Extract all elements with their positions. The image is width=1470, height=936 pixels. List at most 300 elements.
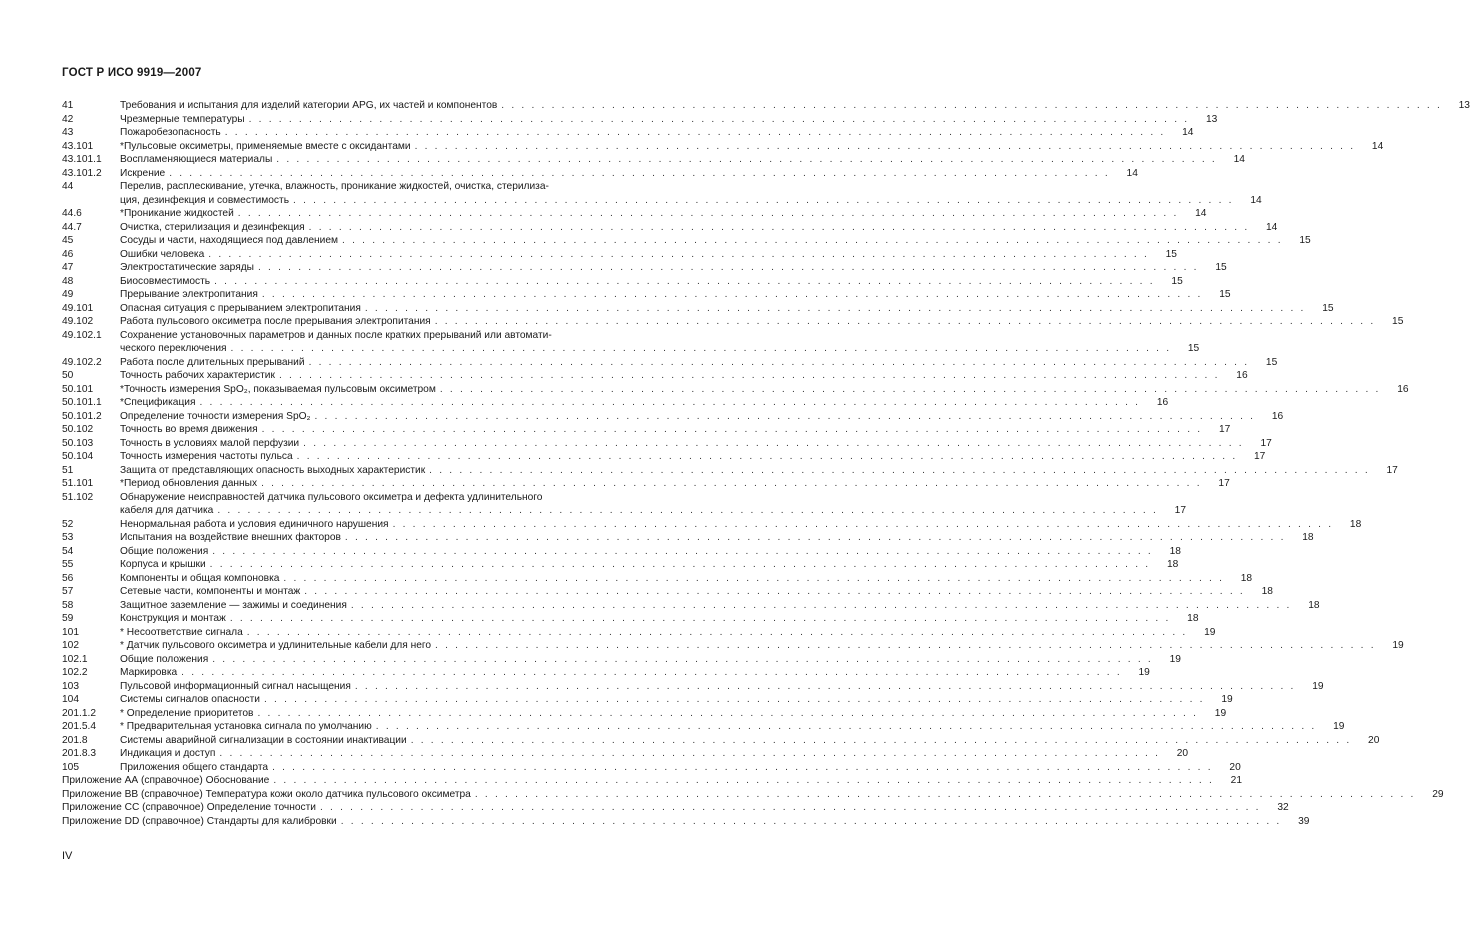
dot-leader bbox=[276, 153, 1217, 167]
table-of-contents bbox=[62, 99, 1470, 828]
toc-entry-leader-line bbox=[120, 99, 1470, 113]
toc-entry-number: 44.7 bbox=[62, 221, 82, 233]
dot-leader bbox=[272, 761, 1213, 775]
toc-entry[interactable] bbox=[62, 410, 1284, 424]
toc-entry-page-number: 15 bbox=[1165, 248, 1177, 260]
toc-entry-title-block bbox=[120, 545, 1181, 559]
toc-entry-title-block bbox=[120, 423, 1230, 437]
toc-entry-number: 44.6 bbox=[62, 208, 82, 219]
toc-entry-number: 43.101.2 bbox=[62, 167, 102, 179]
toc-entry-number: 105 bbox=[62, 761, 79, 773]
toc-entry-number: 104 bbox=[62, 694, 79, 705]
dot-leader bbox=[501, 99, 1442, 113]
toc-entry[interactable] bbox=[62, 626, 1216, 640]
toc-entry-page-number: 14 bbox=[1233, 154, 1245, 165]
toc-entry-leader-line bbox=[120, 302, 1334, 316]
toc-entry-title: Электростатические заряды bbox=[120, 262, 254, 273]
toc-entry-leader-line bbox=[120, 167, 1138, 181]
toc-entry-number: 102.2 bbox=[62, 667, 88, 678]
toc-entry-title-block bbox=[62, 801, 1289, 815]
toc-entry-leader-line bbox=[120, 383, 1409, 397]
toc-entry-page-number: 18 bbox=[1187, 613, 1199, 624]
toc-entry-number: 41 bbox=[62, 100, 74, 111]
toc-entry-title-block bbox=[120, 761, 1241, 775]
toc-entry-title: Защита от представляющих опасность выходных характеристик bbox=[120, 464, 426, 476]
toc-entry-leader-line bbox=[120, 342, 1199, 356]
toc-entry-title-block bbox=[120, 747, 1188, 761]
toc-entry-page-number: 19 bbox=[1312, 680, 1324, 692]
toc-entry-number: 50.101 bbox=[62, 383, 94, 395]
toc-entry[interactable] bbox=[62, 383, 1409, 397]
toc-entry-page-number: 14 bbox=[1266, 221, 1278, 233]
toc-entry-title: * Определение приоритетов bbox=[120, 707, 254, 719]
toc-entry-title: кабеля для датчика bbox=[120, 505, 214, 516]
toc-entry[interactable] bbox=[62, 734, 1380, 748]
toc-entry-title: Приложение АА (справочное) Обоснование bbox=[62, 775, 270, 786]
toc-entry-page-number: 19 bbox=[1204, 626, 1216, 638]
toc-entry-title-block bbox=[120, 720, 1344, 734]
dot-leader bbox=[365, 302, 1306, 316]
toc-entry-leader-line bbox=[62, 788, 1444, 802]
toc-entry-page-number: 15 bbox=[1322, 302, 1334, 314]
toc-entry-page-number: 17 bbox=[1218, 478, 1230, 489]
toc-entry-number: 49.101 bbox=[62, 302, 94, 314]
toc-entry-leader-line bbox=[120, 275, 1183, 289]
toc-entry-title-block bbox=[120, 288, 1231, 302]
toc-entry-leader-line bbox=[120, 531, 1314, 545]
toc-entry-number: 43.101.1 bbox=[62, 154, 102, 165]
toc-entry-title: *Пульсовые оксиметры, применяемые вместе с оксидантами bbox=[120, 140, 411, 152]
toc-entry-number: 42 bbox=[62, 113, 74, 125]
toc-entry-title: Работа после длительных прерываний bbox=[120, 356, 305, 368]
toc-entry-title: Работа пульсового оксиметра после прерывания электропитания bbox=[120, 316, 431, 327]
dot-leader bbox=[351, 599, 1292, 613]
toc-entry-number: 50.104 bbox=[62, 451, 94, 462]
toc-entry-number: 51 bbox=[62, 464, 74, 476]
toc-entry[interactable] bbox=[62, 261, 1227, 275]
toc-entry-title-block bbox=[120, 450, 1265, 464]
toc-entry-title: Пульсовой информационный сигнал насыщения bbox=[120, 680, 351, 692]
toc-entry-page-number: 19 bbox=[1138, 667, 1150, 678]
toc-entry-number: 49.102.1 bbox=[62, 329, 102, 341]
toc-entry-leader-line bbox=[120, 599, 1320, 613]
toc-entry-leader-line bbox=[120, 261, 1227, 275]
toc-entry-number: 102 bbox=[62, 640, 79, 651]
toc-entry[interactable] bbox=[62, 396, 1169, 410]
toc-entry-number: 57 bbox=[62, 586, 74, 597]
toc-entry[interactable] bbox=[62, 275, 1183, 289]
dot-leader bbox=[293, 194, 1234, 208]
dot-leader bbox=[169, 167, 1110, 181]
toc-entry-title-block bbox=[120, 369, 1248, 383]
toc-entry-title: Маркировка bbox=[120, 667, 178, 678]
toc-entry-title-block bbox=[120, 680, 1324, 694]
dot-leader bbox=[475, 788, 1416, 802]
toc-entry-page-number: 19 bbox=[1392, 640, 1404, 651]
toc-entry-title: Опасная ситуация с прерыванием электропитания bbox=[120, 302, 361, 314]
toc-entry-title-block bbox=[120, 315, 1403, 329]
toc-entry-title: Системы сигналов опасности bbox=[120, 694, 260, 705]
toc-entry-number: 43.101 bbox=[62, 140, 94, 152]
toc-entry-title: Индикация и доступ bbox=[120, 748, 216, 759]
toc-entry-page-number: 29 bbox=[1432, 788, 1444, 800]
toc-entry-leader-line bbox=[120, 126, 1193, 140]
toc-entry-title-block bbox=[120, 558, 1178, 572]
toc-entry-title-block bbox=[120, 302, 1334, 316]
toc-entry[interactable] bbox=[62, 518, 1362, 532]
toc-entry-title: *Период обновления данных bbox=[120, 478, 258, 489]
dot-leader bbox=[247, 626, 1188, 640]
toc-entry[interactable] bbox=[62, 423, 1231, 437]
toc-entry[interactable] bbox=[62, 315, 1404, 329]
toc-entry[interactable] bbox=[62, 356, 1278, 370]
toc-entry-leader-line bbox=[120, 248, 1177, 262]
toc-entry-page-number: 21 bbox=[1230, 775, 1243, 786]
toc-entry[interactable] bbox=[62, 437, 1272, 451]
toc-entry-title-block bbox=[120, 585, 1273, 599]
toc-entry[interactable] bbox=[62, 531, 1314, 545]
dot-leader bbox=[217, 504, 1158, 518]
toc-entry-page-number: 16 bbox=[1156, 397, 1169, 408]
toc-entry[interactable] bbox=[62, 464, 1398, 478]
toc-entry-page-number: 18 bbox=[1261, 586, 1273, 597]
toc-entry-page-number: 18 bbox=[1169, 545, 1181, 557]
toc-entry-number: 50 bbox=[62, 370, 74, 381]
dot-leader bbox=[219, 747, 1160, 761]
toc-entry-leader-line bbox=[120, 410, 1283, 424]
toc-entry-number: 50.102 bbox=[62, 424, 94, 435]
toc-entry-title: * Датчик пульсового оксиметра и удлинительные кабели для него bbox=[120, 640, 432, 651]
toc-entry[interactable] bbox=[62, 585, 1273, 599]
toc-entry-leader-line bbox=[120, 113, 1217, 127]
toc-entry-leader-line bbox=[120, 288, 1231, 302]
toc-entry-leader-line bbox=[120, 464, 1398, 478]
toc-entry-title-block bbox=[120, 99, 1470, 113]
toc-entry-page-number: 18 bbox=[1240, 572, 1253, 584]
toc-entry-number: 51.102 bbox=[62, 491, 94, 503]
toc-entry[interactable] bbox=[62, 248, 1177, 262]
toc-entry-number: 59 bbox=[62, 613, 74, 624]
dot-leader bbox=[208, 248, 1149, 262]
toc-entry-title-block bbox=[120, 666, 1150, 680]
toc-entry-leader-line bbox=[120, 612, 1199, 626]
toc-entry[interactable] bbox=[62, 207, 1207, 221]
toc-entry-leader-line bbox=[120, 369, 1248, 383]
toc-entry-page-number: 16 bbox=[1397, 383, 1409, 395]
toc-entry-page-number: 13 bbox=[1205, 113, 1218, 125]
toc-entry-leader-line bbox=[120, 315, 1403, 329]
dot-leader bbox=[261, 477, 1202, 491]
toc-entry-leader-line bbox=[120, 207, 1206, 221]
toc-entry-title: Биосовместимость bbox=[120, 275, 211, 287]
dot-leader bbox=[225, 126, 1166, 140]
toc-entry-number: 46 bbox=[62, 248, 74, 260]
toc-entry[interactable] bbox=[62, 167, 1138, 181]
toc-entry-title-block bbox=[120, 653, 1181, 667]
dot-leader bbox=[440, 383, 1381, 397]
dot-leader bbox=[435, 315, 1376, 329]
toc-entry-leader-line bbox=[120, 194, 1262, 208]
toc-entry-leader-line bbox=[120, 234, 1311, 248]
toc-entry-title-block bbox=[120, 572, 1252, 586]
toc-entry-number: 103 bbox=[62, 680, 79, 692]
toc-entry-number: 45 bbox=[62, 235, 74, 246]
toc-entry-page-number: 15 bbox=[1299, 235, 1311, 246]
toc-entry-title: *Точность измерения SpO₂, показываемая пульсовым оксиметром bbox=[120, 383, 436, 395]
toc-entry-title-block bbox=[120, 113, 1217, 127]
toc-entry-title: Воспламеняющиеся материалы bbox=[120, 154, 273, 165]
toc-entry-title: ция, дезинфекция и совместимость bbox=[120, 194, 290, 206]
toc-entry-page-number: 17 bbox=[1174, 505, 1187, 516]
toc-entry-title-block bbox=[120, 275, 1183, 289]
dot-leader bbox=[214, 275, 1155, 289]
toc-entry-title: Системы аварийной сигнализации в состоянии инактивации bbox=[120, 734, 407, 746]
toc-entry-title: Точность во время движения bbox=[120, 424, 258, 435]
toc-entry-title-block bbox=[120, 221, 1277, 235]
toc-entry-title: Точность измерения частоты пульса bbox=[120, 451, 293, 462]
toc-entry-page-number: 20 bbox=[1229, 761, 1241, 773]
toc-entry[interactable] bbox=[62, 653, 1181, 667]
toc-entry-number: 102.1 bbox=[62, 653, 88, 665]
toc-entry[interactable] bbox=[62, 140, 1384, 154]
toc-entry-title: Конструкция и монтаж bbox=[120, 613, 226, 624]
dot-leader bbox=[303, 437, 1244, 451]
toc-entry[interactable] bbox=[62, 666, 1150, 680]
toc-entry-title-block bbox=[120, 734, 1379, 748]
dot-leader bbox=[210, 558, 1151, 572]
toc-entry-leader-line bbox=[120, 558, 1178, 572]
toc-entry[interactable] bbox=[62, 302, 1334, 316]
toc-appendix-entry[interactable] bbox=[62, 801, 1289, 815]
dot-leader bbox=[355, 680, 1296, 694]
page-number: IV bbox=[62, 850, 73, 862]
toc-entry-leader-line bbox=[120, 693, 1233, 707]
toc-entry-leader-line bbox=[120, 720, 1344, 734]
toc-entry-page-number: 18 bbox=[1308, 599, 1320, 611]
toc-entry-page-number: 18 bbox=[1166, 559, 1179, 570]
toc-appendix-entry[interactable] bbox=[62, 815, 1310, 829]
toc-entry[interactable] bbox=[62, 491, 1187, 518]
toc-appendix-entry[interactable] bbox=[62, 788, 1444, 802]
toc-entry-title-block bbox=[120, 180, 1262, 207]
toc-entry-number: 54 bbox=[62, 545, 74, 557]
toc-entry-leader-line bbox=[120, 572, 1252, 586]
toc-entry-leader-line bbox=[120, 545, 1181, 559]
toc-entry-page-number: 14 bbox=[1195, 208, 1207, 219]
toc-entry[interactable] bbox=[62, 221, 1278, 235]
toc-entry-page-number: 19 bbox=[1214, 707, 1227, 719]
toc-entry-number: 53 bbox=[62, 532, 74, 543]
toc-entry-title-block bbox=[120, 639, 1404, 653]
toc-entry-page-number: 20 bbox=[1176, 748, 1189, 759]
toc-entry-title: Ошибки человека bbox=[120, 248, 205, 260]
toc-entry-number: 49 bbox=[62, 289, 74, 300]
dot-leader bbox=[435, 639, 1376, 653]
toc-entry[interactable] bbox=[62, 450, 1266, 464]
dot-leader bbox=[212, 545, 1153, 559]
toc-entry-title-block bbox=[120, 140, 1383, 154]
toc-entry-title-block bbox=[120, 234, 1311, 248]
dot-leader bbox=[309, 221, 1250, 235]
toc-entry-leader-line bbox=[62, 774, 1242, 788]
toc-entry-leader-line bbox=[120, 396, 1168, 410]
toc-entry-title-line: Перелив, расплескивание, утечка, влажность, проникание жидкостей, очистка, стерилиза- bbox=[120, 181, 549, 192]
toc-entry-leader-line bbox=[120, 140, 1383, 154]
toc-entry[interactable] bbox=[62, 329, 1200, 356]
toc-entry-number: 52 bbox=[62, 518, 74, 530]
toc-entry[interactable] bbox=[62, 612, 1199, 626]
toc-entry-number: 58 bbox=[62, 599, 74, 611]
toc-entry-title-block bbox=[120, 356, 1277, 370]
toc-entry-page-number: 17 bbox=[1260, 437, 1272, 449]
toc-entry-title: Защитное заземление — зажимы и соединения bbox=[120, 599, 347, 611]
toc-entry[interactable] bbox=[62, 126, 1194, 140]
toc-entry-title-block bbox=[62, 774, 1242, 788]
dot-leader bbox=[304, 585, 1245, 599]
toc-entry-leader-line bbox=[120, 356, 1277, 370]
toc-entry-leader-line bbox=[62, 815, 1309, 829]
toc-entry[interactable] bbox=[62, 707, 1227, 721]
toc-entry-title: Сосуды и части, находящиеся под давлением bbox=[120, 235, 339, 246]
toc-entry-title: * Предварительная установка сигнала по умолчанию bbox=[120, 721, 372, 732]
toc-entry-number: 201.8.3 bbox=[62, 748, 96, 759]
dot-leader bbox=[341, 815, 1282, 829]
toc-entry-title-block bbox=[120, 612, 1199, 626]
dot-leader bbox=[257, 707, 1198, 721]
toc-appendix-entry[interactable] bbox=[62, 774, 1243, 788]
toc-entry-title: Приложение СС (справочное) Определение точности bbox=[62, 802, 316, 813]
toc-entry-title-block bbox=[120, 410, 1283, 424]
toc-entry-title: Искрение bbox=[120, 167, 166, 179]
toc-entry-title-block bbox=[120, 153, 1245, 167]
toc-entry-title: Сетевые части, компоненты и монтаж bbox=[120, 586, 301, 597]
toc-entry-title: Прерывание электропитания bbox=[120, 289, 258, 300]
toc-entry-title: Испытания на воздействие внешних факторов bbox=[120, 532, 341, 543]
toc-entry-title-block bbox=[120, 329, 1199, 356]
toc-entry-leader-line bbox=[120, 477, 1230, 491]
toc-entry-page-number: 15 bbox=[1392, 316, 1404, 327]
toc-entry-page-number: 14 bbox=[1250, 194, 1262, 206]
toc-entry-title: Чрезмерные температуры bbox=[120, 113, 245, 125]
toc-entry-page-number: 15 bbox=[1265, 356, 1278, 368]
dot-leader bbox=[273, 774, 1214, 788]
toc-entry[interactable] bbox=[62, 680, 1324, 694]
toc-entry[interactable] bbox=[62, 369, 1248, 383]
dot-leader bbox=[230, 612, 1171, 626]
toc-entry[interactable] bbox=[62, 113, 1218, 127]
toc-entry-leader-line bbox=[120, 707, 1226, 721]
toc-entry[interactable] bbox=[62, 545, 1181, 559]
toc-entry[interactable] bbox=[62, 288, 1231, 302]
toc-entry-leader-line bbox=[120, 639, 1404, 653]
toc-entry[interactable] bbox=[62, 153, 1245, 167]
toc-entry-leader-line bbox=[120, 437, 1272, 451]
toc-entry[interactable] bbox=[62, 720, 1345, 734]
toc-entry[interactable] bbox=[62, 558, 1179, 572]
toc-entry-title: * Несоответствие сигнала bbox=[120, 626, 243, 638]
toc-entry-title: Приложение DD (справочное) Стандарты для калибровки bbox=[62, 815, 337, 827]
toc-entry[interactable] bbox=[62, 180, 1262, 207]
toc-entry-leader-line bbox=[120, 518, 1361, 532]
toc-entry-title-block bbox=[120, 464, 1398, 478]
dot-leader bbox=[345, 531, 1286, 545]
toc-entry-number: 50.101.2 bbox=[62, 410, 102, 422]
toc-entry-page-number: 20 bbox=[1368, 734, 1380, 746]
toc-entry-title: *Проникание жидкостей bbox=[120, 208, 234, 219]
toc-entry-title: Пожаробезопасность bbox=[120, 127, 221, 138]
toc-entry-number: 43 bbox=[62, 127, 74, 138]
toc-entry-leader-line bbox=[120, 734, 1379, 748]
toc-entry-title: Общие положения bbox=[120, 545, 209, 557]
toc-entry-page-number: 17 bbox=[1218, 424, 1231, 435]
toc-entry-title-block bbox=[120, 599, 1320, 613]
dot-leader bbox=[320, 801, 1261, 815]
toc-entry-page-number: 19 bbox=[1333, 721, 1345, 732]
toc-entry-title-block bbox=[120, 126, 1193, 140]
toc-entry[interactable] bbox=[62, 99, 1470, 113]
toc-entry-page-number: 15 bbox=[1219, 289, 1231, 300]
toc-entry-leader-line bbox=[120, 221, 1277, 235]
toc-entry-leader-line bbox=[120, 626, 1215, 640]
dot-leader bbox=[283, 572, 1224, 586]
toc-entry-number: 47 bbox=[62, 262, 74, 273]
toc-entry-page-number: 16 bbox=[1271, 410, 1284, 422]
dot-leader bbox=[279, 369, 1220, 383]
dot-leader bbox=[262, 288, 1203, 302]
toc-entry[interactable] bbox=[62, 747, 1189, 761]
toc-entry-leader-line bbox=[120, 680, 1324, 694]
toc-entry[interactable] bbox=[62, 234, 1311, 248]
dot-leader bbox=[258, 261, 1199, 275]
toc-entry-number: 51.101 bbox=[62, 478, 94, 489]
toc-entry-number: 49.102.2 bbox=[62, 356, 102, 368]
toc-entry[interactable] bbox=[62, 693, 1233, 707]
toc-entry-leader-line bbox=[120, 504, 1186, 518]
toc-entry-number: 56 bbox=[62, 572, 74, 584]
toc-entry-number: 201.8 bbox=[62, 734, 88, 746]
toc-entry-title-block bbox=[120, 396, 1168, 410]
toc-entry-title: Компоненты и общая компоновка bbox=[120, 572, 280, 584]
document-header: ГОСТ Р ИСО 9919—2007 bbox=[62, 67, 202, 79]
toc-entry[interactable] bbox=[62, 572, 1253, 586]
toc-entry-number: 101 bbox=[62, 626, 79, 638]
toc-entry-page-number: 17 bbox=[1254, 451, 1266, 462]
toc-entry[interactable] bbox=[62, 477, 1230, 491]
toc-entry[interactable] bbox=[62, 599, 1320, 613]
toc-entry-page-number: 17 bbox=[1386, 464, 1398, 476]
toc-entry-page-number: 13 bbox=[1458, 100, 1470, 111]
toc-entry-leader-line bbox=[120, 423, 1230, 437]
toc-entry-title-block bbox=[120, 707, 1226, 721]
toc-entry[interactable] bbox=[62, 639, 1404, 653]
toc-entry-page-number: 15 bbox=[1187, 343, 1200, 354]
dot-leader bbox=[181, 666, 1122, 680]
toc-entry-title-line: Обнаружение неисправностей датчика пульсового оксиметра и дефекта удлинительного bbox=[120, 491, 543, 503]
toc-entry[interactable] bbox=[62, 761, 1241, 775]
toc-entry-page-number: 18 bbox=[1302, 532, 1314, 543]
dot-leader bbox=[200, 396, 1141, 410]
toc-entry-leader-line bbox=[120, 761, 1241, 775]
toc-entry-number: 201.1.2 bbox=[62, 707, 96, 719]
toc-entry-title-block bbox=[120, 437, 1272, 451]
toc-entry-title: ческого переключения bbox=[120, 343, 227, 354]
dot-leader bbox=[411, 734, 1352, 748]
dot-leader bbox=[393, 518, 1334, 532]
toc-entry-title-block bbox=[120, 518, 1361, 532]
toc-entry-title-line: Сохранение установочных параметров и данных после кратких прерываний или автомати- bbox=[120, 329, 552, 341]
toc-entry-page-number: 14 bbox=[1182, 127, 1194, 138]
toc-entry-page-number: 14 bbox=[1371, 140, 1384, 152]
